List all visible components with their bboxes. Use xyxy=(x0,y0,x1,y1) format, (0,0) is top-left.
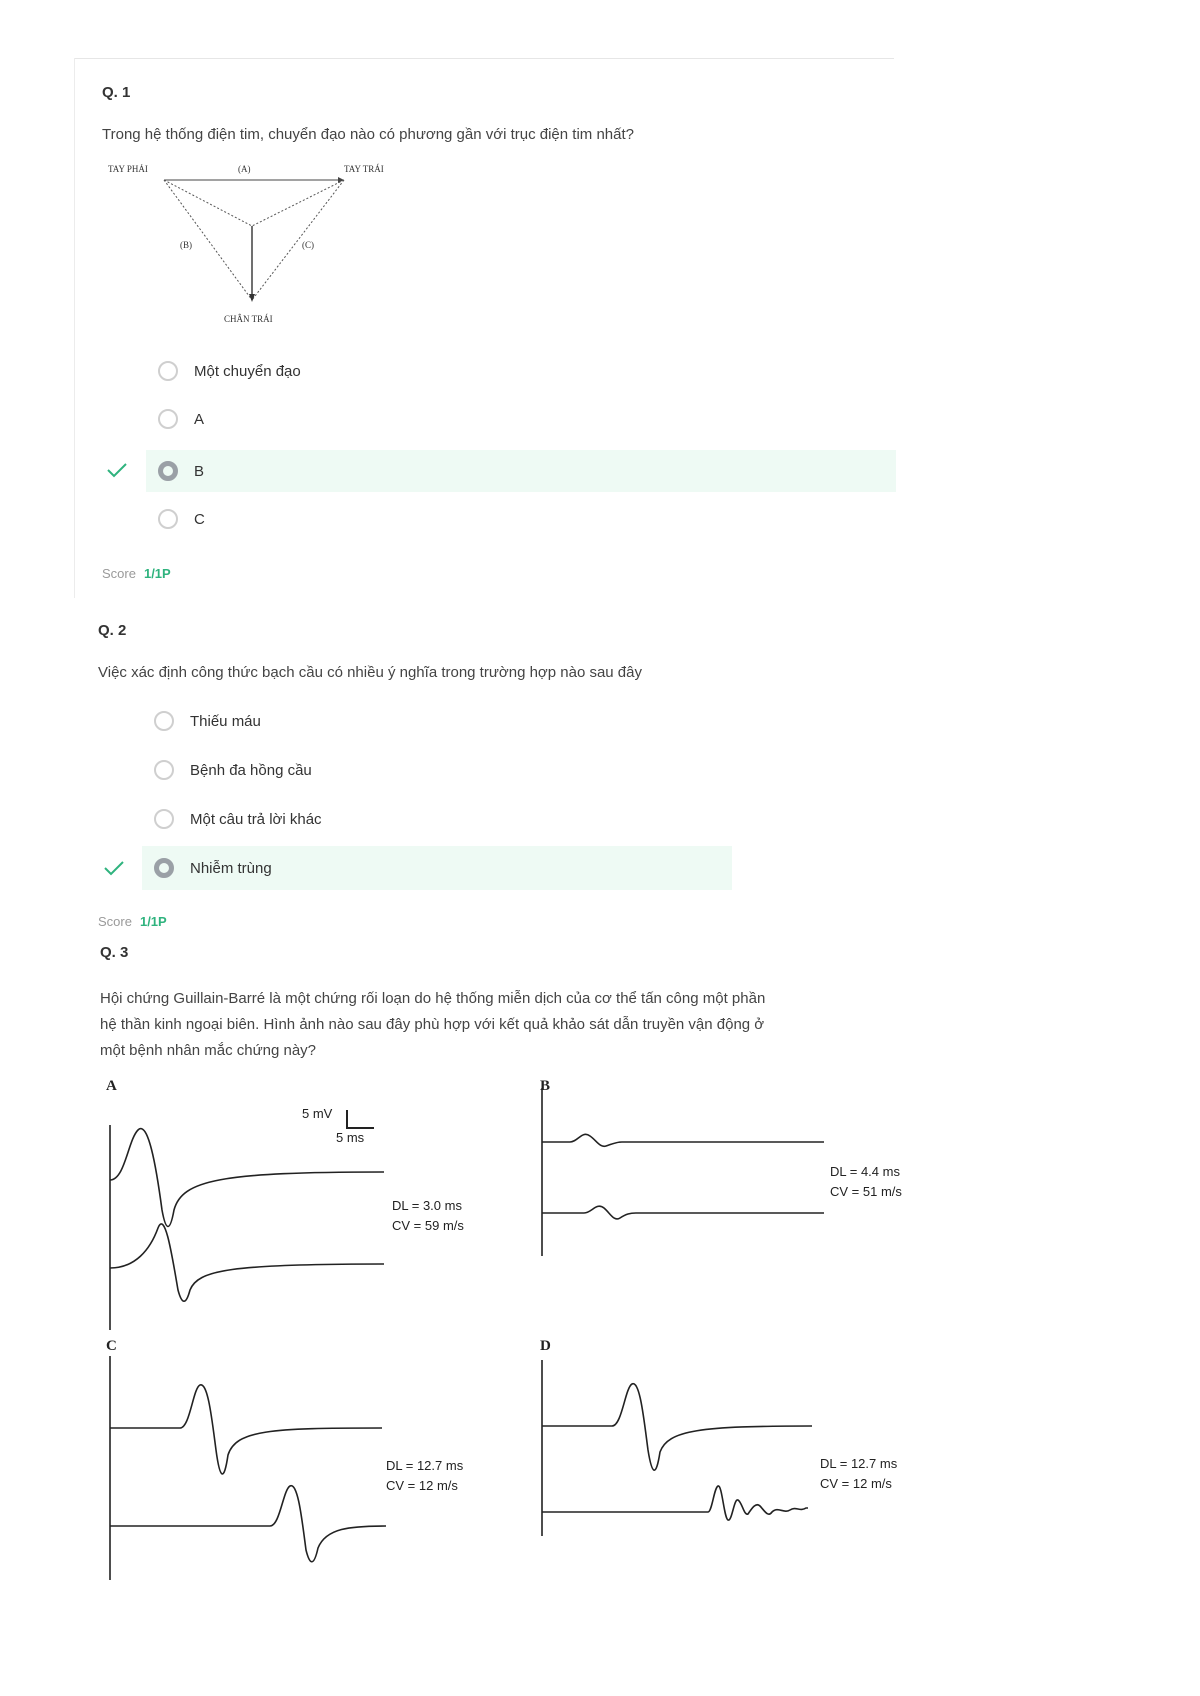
radio-icon[interactable] xyxy=(158,361,178,381)
option-label: Bệnh đa hồng cầu xyxy=(190,761,312,779)
dl-value: DL = 12.7 ms xyxy=(386,1458,464,1473)
option-benh-da-hong-cau[interactable] xyxy=(142,749,732,791)
score xyxy=(102,566,171,581)
panel-letter: D xyxy=(540,1338,551,1354)
label-lead-b: (B) xyxy=(180,240,192,250)
card-left-border xyxy=(74,58,75,598)
score-value: 1/1P xyxy=(143,566,171,581)
score-label: Score xyxy=(102,566,136,581)
option-c[interactable] xyxy=(146,498,896,540)
question-line: Hội chứng Guillain-Barré là một chứng rối loạn do hệ thống miễn dịch của cơ thể tấn công một phần xyxy=(100,990,766,1007)
cv-value: CV = 12 m/s xyxy=(386,1478,458,1493)
option-nhiem-trung-selected[interactable] xyxy=(142,846,732,890)
check-icon xyxy=(106,462,128,478)
radio-icon[interactable] xyxy=(154,809,174,829)
option-label: Nhiễm trùng xyxy=(190,859,272,877)
radio-icon[interactable] xyxy=(158,409,178,429)
option-label: Thiếu máu xyxy=(190,712,261,730)
question-text xyxy=(100,986,920,1064)
cv-value: CV = 59 m/s xyxy=(392,1218,464,1233)
option-label: A xyxy=(194,410,205,428)
option-label: Một chuyển đạo xyxy=(194,362,301,380)
label-left-arm: TAY TRÁI xyxy=(344,164,384,174)
option-mot-chuyen-dao[interactable] xyxy=(146,350,896,392)
question-text: Trong hệ thống điện tim, chuyển đạo nào có phương gần với trục điện tim nhất? xyxy=(102,126,634,143)
dl-value: DL = 12.7 ms xyxy=(820,1456,898,1471)
score-value: 1/1P xyxy=(139,914,167,929)
option-label: C xyxy=(194,510,205,528)
card-top-border xyxy=(74,58,894,59)
radio-icon[interactable] xyxy=(154,711,174,731)
radio-icon[interactable] xyxy=(154,760,174,780)
panel-letter: A xyxy=(106,1078,117,1094)
option-mot-cau-tra-loi-khac[interactable] xyxy=(142,798,732,840)
option-label: Một câu trả lời khác xyxy=(190,810,322,828)
score xyxy=(98,914,167,929)
question-number: Q. 3 xyxy=(100,944,129,961)
option-label: B xyxy=(194,462,205,480)
nerve-conduction-figure xyxy=(0,1070,960,1590)
scale-bar-ms: 5 ms xyxy=(336,1130,365,1145)
score-label: Score xyxy=(98,914,132,929)
label-lead-c: (C) xyxy=(302,240,314,250)
radio-icon[interactable] xyxy=(154,858,174,878)
option-a[interactable] xyxy=(146,398,896,440)
question-line: hệ thần kinh ngoại biên. Hình ảnh nào sau đây phù hợp với kết quả khảo sát dẫn truyền vận động ở xyxy=(100,1016,765,1033)
panel-letter: B xyxy=(540,1078,551,1094)
dl-value: DL = 4.4 ms xyxy=(830,1164,900,1179)
option-b-selected[interactable] xyxy=(146,450,896,492)
label-left-leg: CHÂN TRÁI xyxy=(224,314,273,324)
radio-icon[interactable] xyxy=(158,509,178,529)
radio-icon[interactable] xyxy=(158,461,178,481)
panel-letter: C xyxy=(106,1338,117,1354)
cv-value: CV = 12 m/s xyxy=(820,1476,892,1491)
question-number: Q. 2 xyxy=(98,622,127,639)
lead-triangle-diagram xyxy=(100,158,410,328)
option-thieu-mau[interactable] xyxy=(142,700,732,742)
check-icon xyxy=(103,860,125,876)
cv-value: CV = 51 m/s xyxy=(830,1184,902,1199)
question-line: một bệnh nhân mắc chứng này? xyxy=(100,1042,317,1059)
question-number: Q. 1 xyxy=(102,84,131,101)
scale-bar-mv: 5 mV xyxy=(302,1106,333,1121)
label-right-arm: TAY PHẢI xyxy=(108,164,148,174)
dl-value: DL = 3.0 ms xyxy=(392,1198,462,1213)
question-text: Việc xác định công thức bạch cầu có nhiều ý nghĩa trong trường hợp nào sau đây xyxy=(98,664,642,681)
label-lead-a: (A) xyxy=(238,164,251,174)
